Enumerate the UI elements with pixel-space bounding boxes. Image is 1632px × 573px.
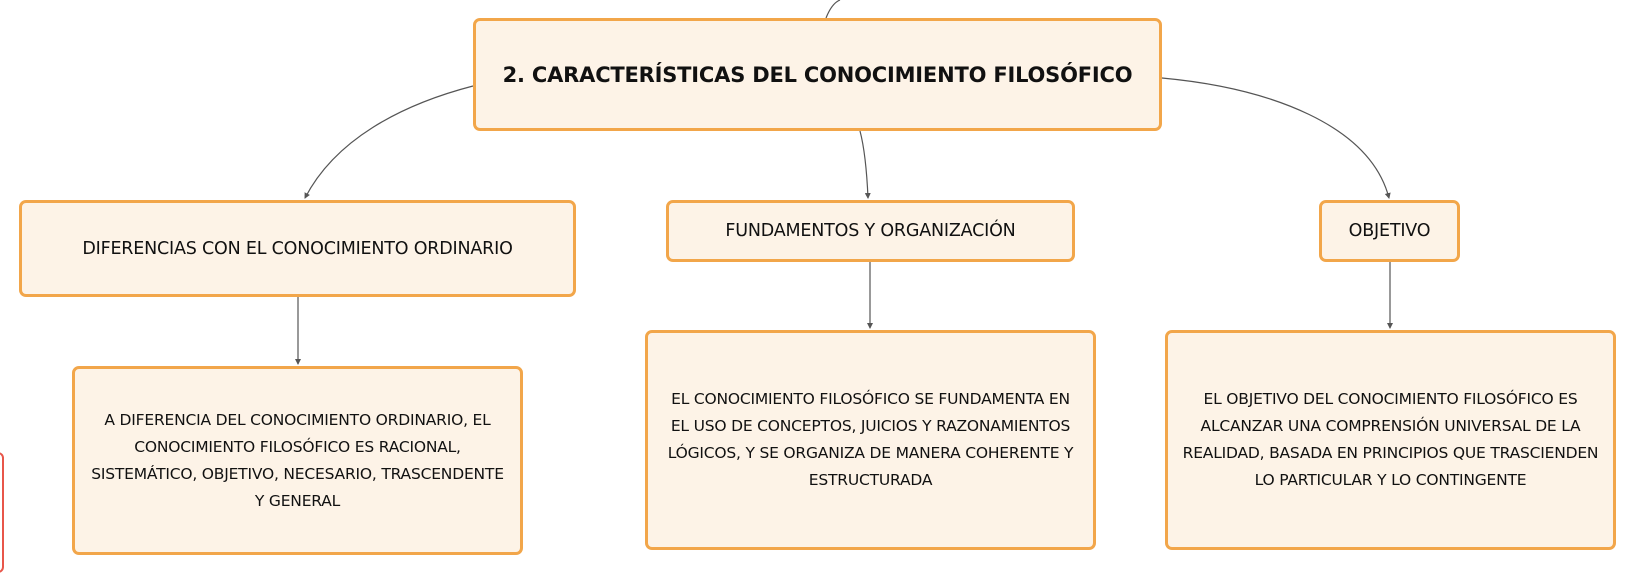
detail-text-objetivo: EL OBJETIVO DEL CONOCIMIENTO FILOSÓFICO ES ALCANZAR UNA COMPRENSIÓN UNIVERSAL DE LA REALIDAD, BASADA EN PRINCIPIOS QUE TRASCIENDEN LO PARTICULAR Y LO CONTINGENTE — [1182, 390, 1599, 489]
branch-label-diferencias: DIFERENCIAS CON EL CONOCIMIENTO ORDINARIO — [82, 238, 513, 259]
detail-text-fundamentos: EL CONOCIMIENTO FILOSÓFICO SE FUNDAMENTA EN EL USO DE CONCEPTOS, JUICIOS Y RAZONAMIENTOS LÓGICOS, Y SE ORGANIZA DE MANERA COHERENTE Y ESTRUCTURADA — [667, 390, 1074, 489]
branch-node-objetivo[interactable] — [1319, 200, 1460, 262]
offscreen-node-edge[interactable] — [0, 452, 4, 573]
branch-node-fundamentos[interactable] — [666, 200, 1075, 262]
root-topic-label: 2. CARACTERÍSTICAS DEL CONOCIMIENTO FILOSÓFICO — [502, 62, 1133, 87]
detail-node-objetivo[interactable] — [1165, 330, 1616, 550]
connector-root-to-fundamentos — [860, 131, 868, 198]
branch-label-objetivo: OBJETIVO — [1348, 221, 1431, 241]
branch-label-fundamentos: FUNDAMENTOS Y ORGANIZACIÓN — [725, 221, 1016, 241]
root-topic-node[interactable] — [473, 18, 1162, 131]
connector-root-to-objetivo — [1162, 78, 1389, 198]
detail-text-diferencias: A DIFERENCIA DEL CONOCIMIENTO ORDINARIO, EL CONOCIMIENTO FILOSÓFICO ES RACIONAL, SISTEMÁTICO, OBJETIVO, NECESARIO, TRASCENDENTE Y GENERAL — [91, 410, 504, 510]
branch-node-diferencias[interactable] — [19, 200, 576, 297]
connector-parent-to-root — [826, 0, 840, 18]
connector-root-to-diferencias — [305, 86, 473, 198]
detail-node-diferencias[interactable] — [72, 366, 523, 555]
detail-node-fundamentos[interactable] — [645, 330, 1096, 550]
